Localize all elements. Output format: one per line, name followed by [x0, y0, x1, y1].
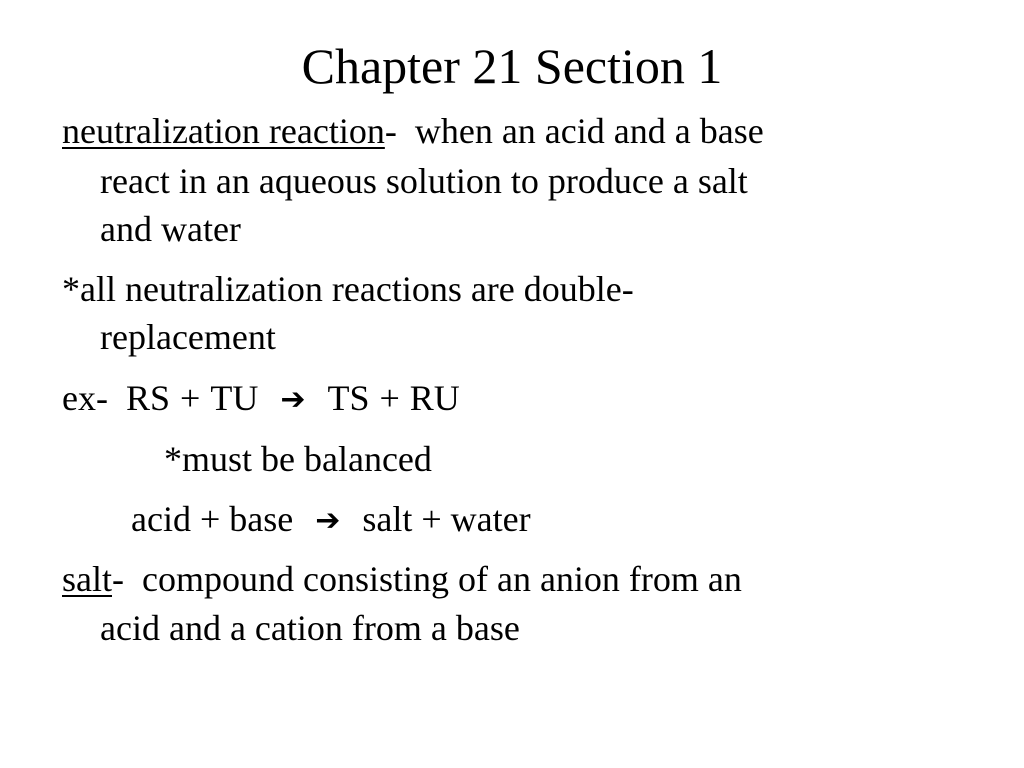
reactant-tu: TU: [210, 378, 259, 418]
word-equation-right: salt + water: [362, 499, 531, 539]
plus-sign: +: [180, 378, 201, 418]
word-equation: [131, 495, 531, 545]
definition-neutralization-line3: and water: [100, 209, 241, 249]
example-equation: [62, 374, 460, 424]
definition-neutralization-line1: [62, 107, 764, 155]
product-ru: RU: [409, 378, 460, 418]
definition-neutralization-line2: react in an aqueous solution to produce a salt: [100, 161, 748, 201]
note-must-be-balanced: *must be balanced: [164, 439, 432, 479]
right-arrow-icon: ➔: [315, 503, 341, 538]
definition-salt-line2: acid and a cation from a base: [100, 608, 520, 648]
product-ts: TS: [327, 378, 370, 418]
reactant-rs: RS: [125, 378, 171, 418]
definition-text: when an acid and a base: [414, 111, 764, 151]
term-separator: -: [112, 559, 142, 599]
term-separator: -: [384, 111, 415, 151]
note-double-replacement-line1: *all neutralization reactions are double-: [62, 269, 634, 309]
example-prefix: ex-: [62, 378, 108, 418]
definition-text: compound consisting of an anion from an: [142, 559, 742, 599]
word-equation-left: acid + base: [131, 499, 294, 539]
right-arrow-icon: ➔: [280, 382, 306, 417]
term-salt: salt: [62, 559, 112, 599]
note-double-replacement-line2: replacement: [100, 317, 276, 357]
slide-title: Chapter 21 Section 1: [301, 38, 723, 94]
plus-sign: +: [379, 378, 400, 418]
definition-salt-line1: [62, 555, 742, 603]
term-neutralization-reaction: neutralization reaction: [62, 111, 385, 151]
